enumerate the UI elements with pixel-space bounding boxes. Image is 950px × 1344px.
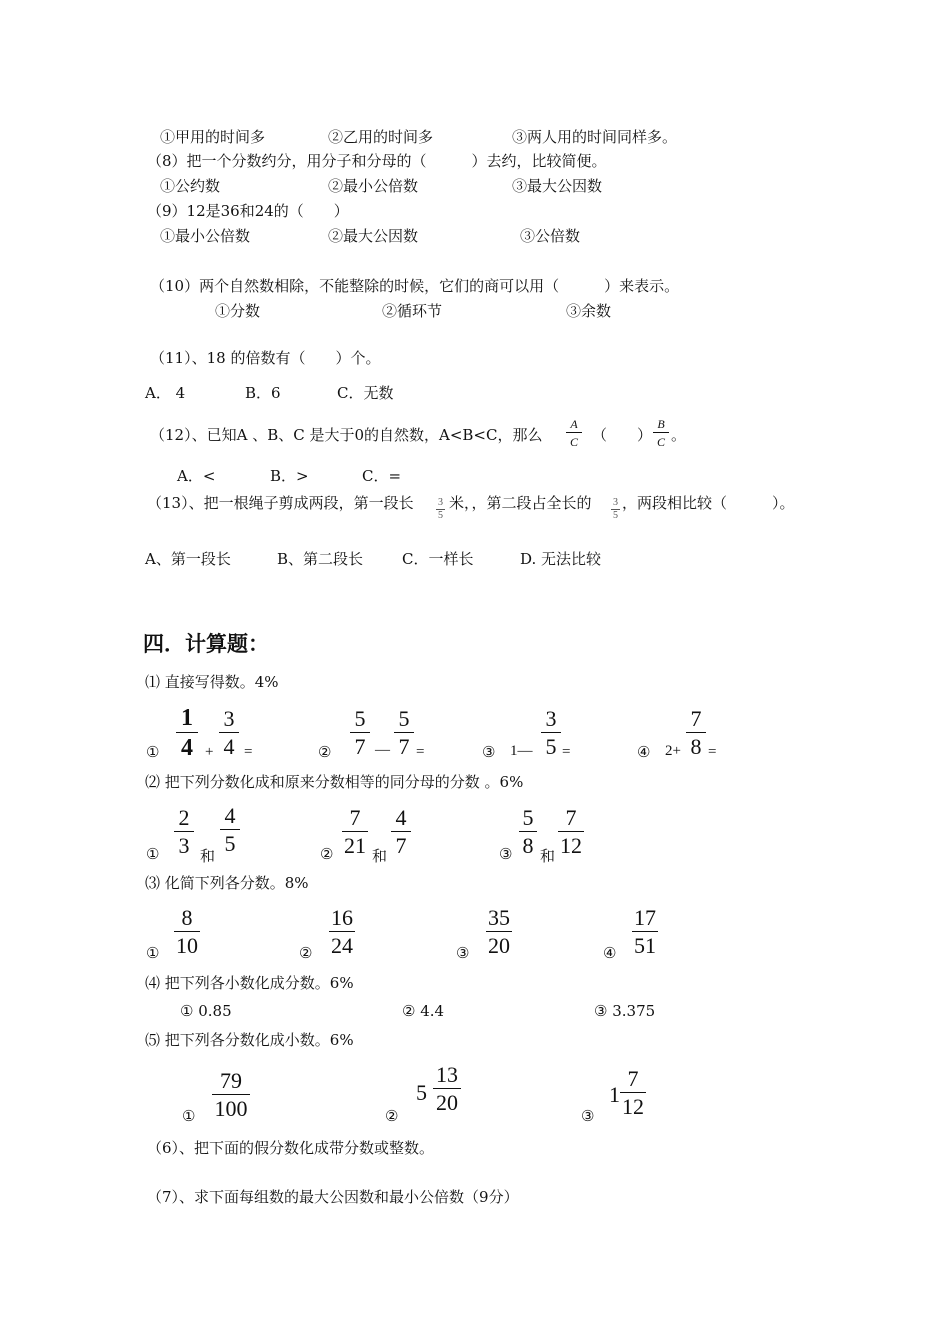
- p5-title: ⑸ 把下列各分数化成小数。6%: [145, 1031, 354, 1049]
- q7-option-1: ①甲用的时间多: [160, 128, 266, 146]
- p3-item1-fraction: 8 10: [176, 905, 198, 958]
- p4-item-3: ③ 3.375: [594, 1002, 656, 1020]
- p1-item2-fraction-a: 5 7: [350, 708, 370, 758]
- q8-stem: （8）把一个分数约分，用分子和分母的（ ）去约，比较简便。: [147, 152, 607, 170]
- p1-mark-4: ④: [637, 745, 651, 761]
- p3-item4-fraction: 17 51: [634, 905, 656, 958]
- p2-title: ⑵ 把下列分数化成和原来分数相等的同分母的分数 。6%: [145, 773, 524, 791]
- q7-option-3: ③两人用的时间同样多。: [512, 128, 678, 146]
- p1-item1-equals: =: [244, 744, 253, 760]
- p2-item1-joiner: 和: [200, 849, 216, 865]
- q13-fraction-1: 3 5: [438, 497, 443, 521]
- p3-mark-3: ③: [456, 946, 470, 962]
- p5-item3-fraction: 7 12: [622, 1066, 644, 1119]
- p1-item4-fraction: 7 8: [686, 708, 706, 758]
- q10-option-2: ②循环节: [382, 302, 443, 320]
- q10-option-1: ①分数: [215, 302, 261, 320]
- p3-item2-fraction: 16 24: [331, 905, 353, 958]
- p5-item2-fraction: 13 20: [433, 1064, 461, 1114]
- q11-stem: （11）、18 的倍数有（ ）个。: [150, 349, 381, 367]
- q9-option-2: ②最大公因数: [328, 227, 419, 245]
- p2-item1-fraction-a: 2 3: [174, 807, 194, 857]
- p1-item1-operator: +: [205, 744, 214, 760]
- q12-stem: （12）、已知A 、B、C 是大于0的自然数，A<B<C，那么: [150, 426, 543, 444]
- p2-item1-fraction-b: 4 5: [220, 805, 240, 855]
- p2-item2-fraction-b: 4 7: [391, 807, 411, 857]
- q8-option-2: ②最小公倍数: [328, 177, 419, 195]
- p1-item1-fraction-b: 3 4: [219, 708, 239, 758]
- q12-option-c: C．=: [362, 467, 402, 485]
- q11-option-b: B．6: [245, 384, 281, 402]
- p2-mark-2: ②: [320, 847, 334, 863]
- p1-item2-operator: —: [375, 742, 390, 758]
- q13-stem-part1: （13）、把一根绳子剪成两段，第一段长: [147, 494, 414, 512]
- p6-title: （6）、把下面的假分数化成带分数或整数。: [147, 1139, 435, 1157]
- q10-stem: （10）两个自然数相除，不能整除的时候，它们的商可以用（ ）来表示。: [150, 277, 680, 295]
- q12-fraction-b-over-c: B C: [653, 418, 669, 448]
- p5-mark-2: ②: [385, 1109, 399, 1125]
- p5-item1-fraction: 79 100: [212, 1070, 250, 1120]
- q9-option-1: ①最小公倍数: [160, 227, 251, 245]
- q11-option-a: A． 4: [145, 384, 186, 402]
- p3-mark-1: ①: [146, 946, 160, 962]
- p7-title: （7）、求下面每组数的最大公因数和最小公倍数（9分）: [147, 1188, 519, 1206]
- p1-mark-2: ②: [318, 745, 332, 761]
- q9-stem: （9）12是36和24的（ ）: [147, 202, 349, 220]
- p1-item4-lead: 2+: [665, 743, 681, 759]
- p2-item3-fraction-b: 7 12: [560, 805, 582, 858]
- p4-item-1: ① 0.85: [180, 1002, 232, 1020]
- p5-mark-3: ③: [581, 1109, 595, 1125]
- p5-item2-whole: 5: [416, 1080, 427, 1105]
- p1-item1-fraction-a: 1 4: [176, 706, 198, 760]
- p1-item4-equals: =: [708, 744, 717, 760]
- p1-mark-1: ①: [146, 745, 160, 761]
- p5-item3-whole: 1: [609, 1082, 620, 1107]
- p1-item2-equals: =: [416, 744, 425, 760]
- p2-item2-fraction-a: 7 21: [344, 805, 366, 858]
- q12-option-a: A．<: [177, 467, 216, 485]
- p2-mark-3: ③: [499, 847, 513, 863]
- q13-stem-part3: ，两段相比较（ ）。: [622, 494, 795, 512]
- p1-mark-3: ③: [482, 745, 496, 761]
- q7-option-2: ②乙用的时间多: [328, 128, 434, 146]
- q8-option-3: ③最大公因数: [512, 177, 603, 195]
- p1-item3-equals: =: [562, 744, 571, 760]
- p2-item3-joiner: 和: [540, 849, 556, 865]
- q8-option-1: ①公约数: [160, 177, 221, 195]
- p1-title: ⑴ 直接写得数。4%: [145, 673, 279, 691]
- p4-title: ⑷ 把下列各小数化成分数。6%: [145, 974, 354, 992]
- p2-item2-joiner: 和: [372, 849, 388, 865]
- q9-option-3: ③公倍数: [520, 227, 581, 245]
- p1-item3-fraction: 3 5: [541, 708, 561, 758]
- p1-item3-lead: 1—: [510, 743, 533, 759]
- p1-item2-fraction-b: 5 7: [394, 708, 414, 758]
- q13-fraction-2: 3 5: [613, 497, 618, 521]
- p3-mark-4: ④: [603, 946, 617, 962]
- p5-mark-1: ①: [182, 1109, 196, 1125]
- q13-option-d: D. 无法比较: [520, 550, 602, 568]
- q12-fraction-a-over-c: A C: [566, 418, 582, 448]
- p2-item3-fraction-a: 5 8: [519, 807, 537, 857]
- q13-stem-part2: 米，，第二段占全长的: [449, 494, 592, 512]
- q12-blank: （ ）: [592, 426, 653, 444]
- p3-title: ⑶ 化简下列各分数。8%: [145, 874, 309, 892]
- p2-mark-1: ①: [146, 847, 160, 863]
- section-title: 四．计算题：: [143, 632, 269, 656]
- q13-option-a: A、第一段长: [145, 550, 231, 568]
- q12-end: 。: [671, 426, 687, 444]
- q11-option-c: C．无数: [337, 384, 394, 402]
- q13-option-b: B、第二段长: [277, 550, 364, 568]
- q13-option-c: C．一样长: [402, 550, 474, 568]
- q10-option-3: ③余数: [566, 302, 612, 320]
- p3-item3-fraction: 35 20: [488, 905, 510, 958]
- p3-mark-2: ②: [299, 946, 313, 962]
- p4-item-2: ② 4.4: [402, 1002, 445, 1020]
- q12-option-b: B．>: [270, 467, 309, 485]
